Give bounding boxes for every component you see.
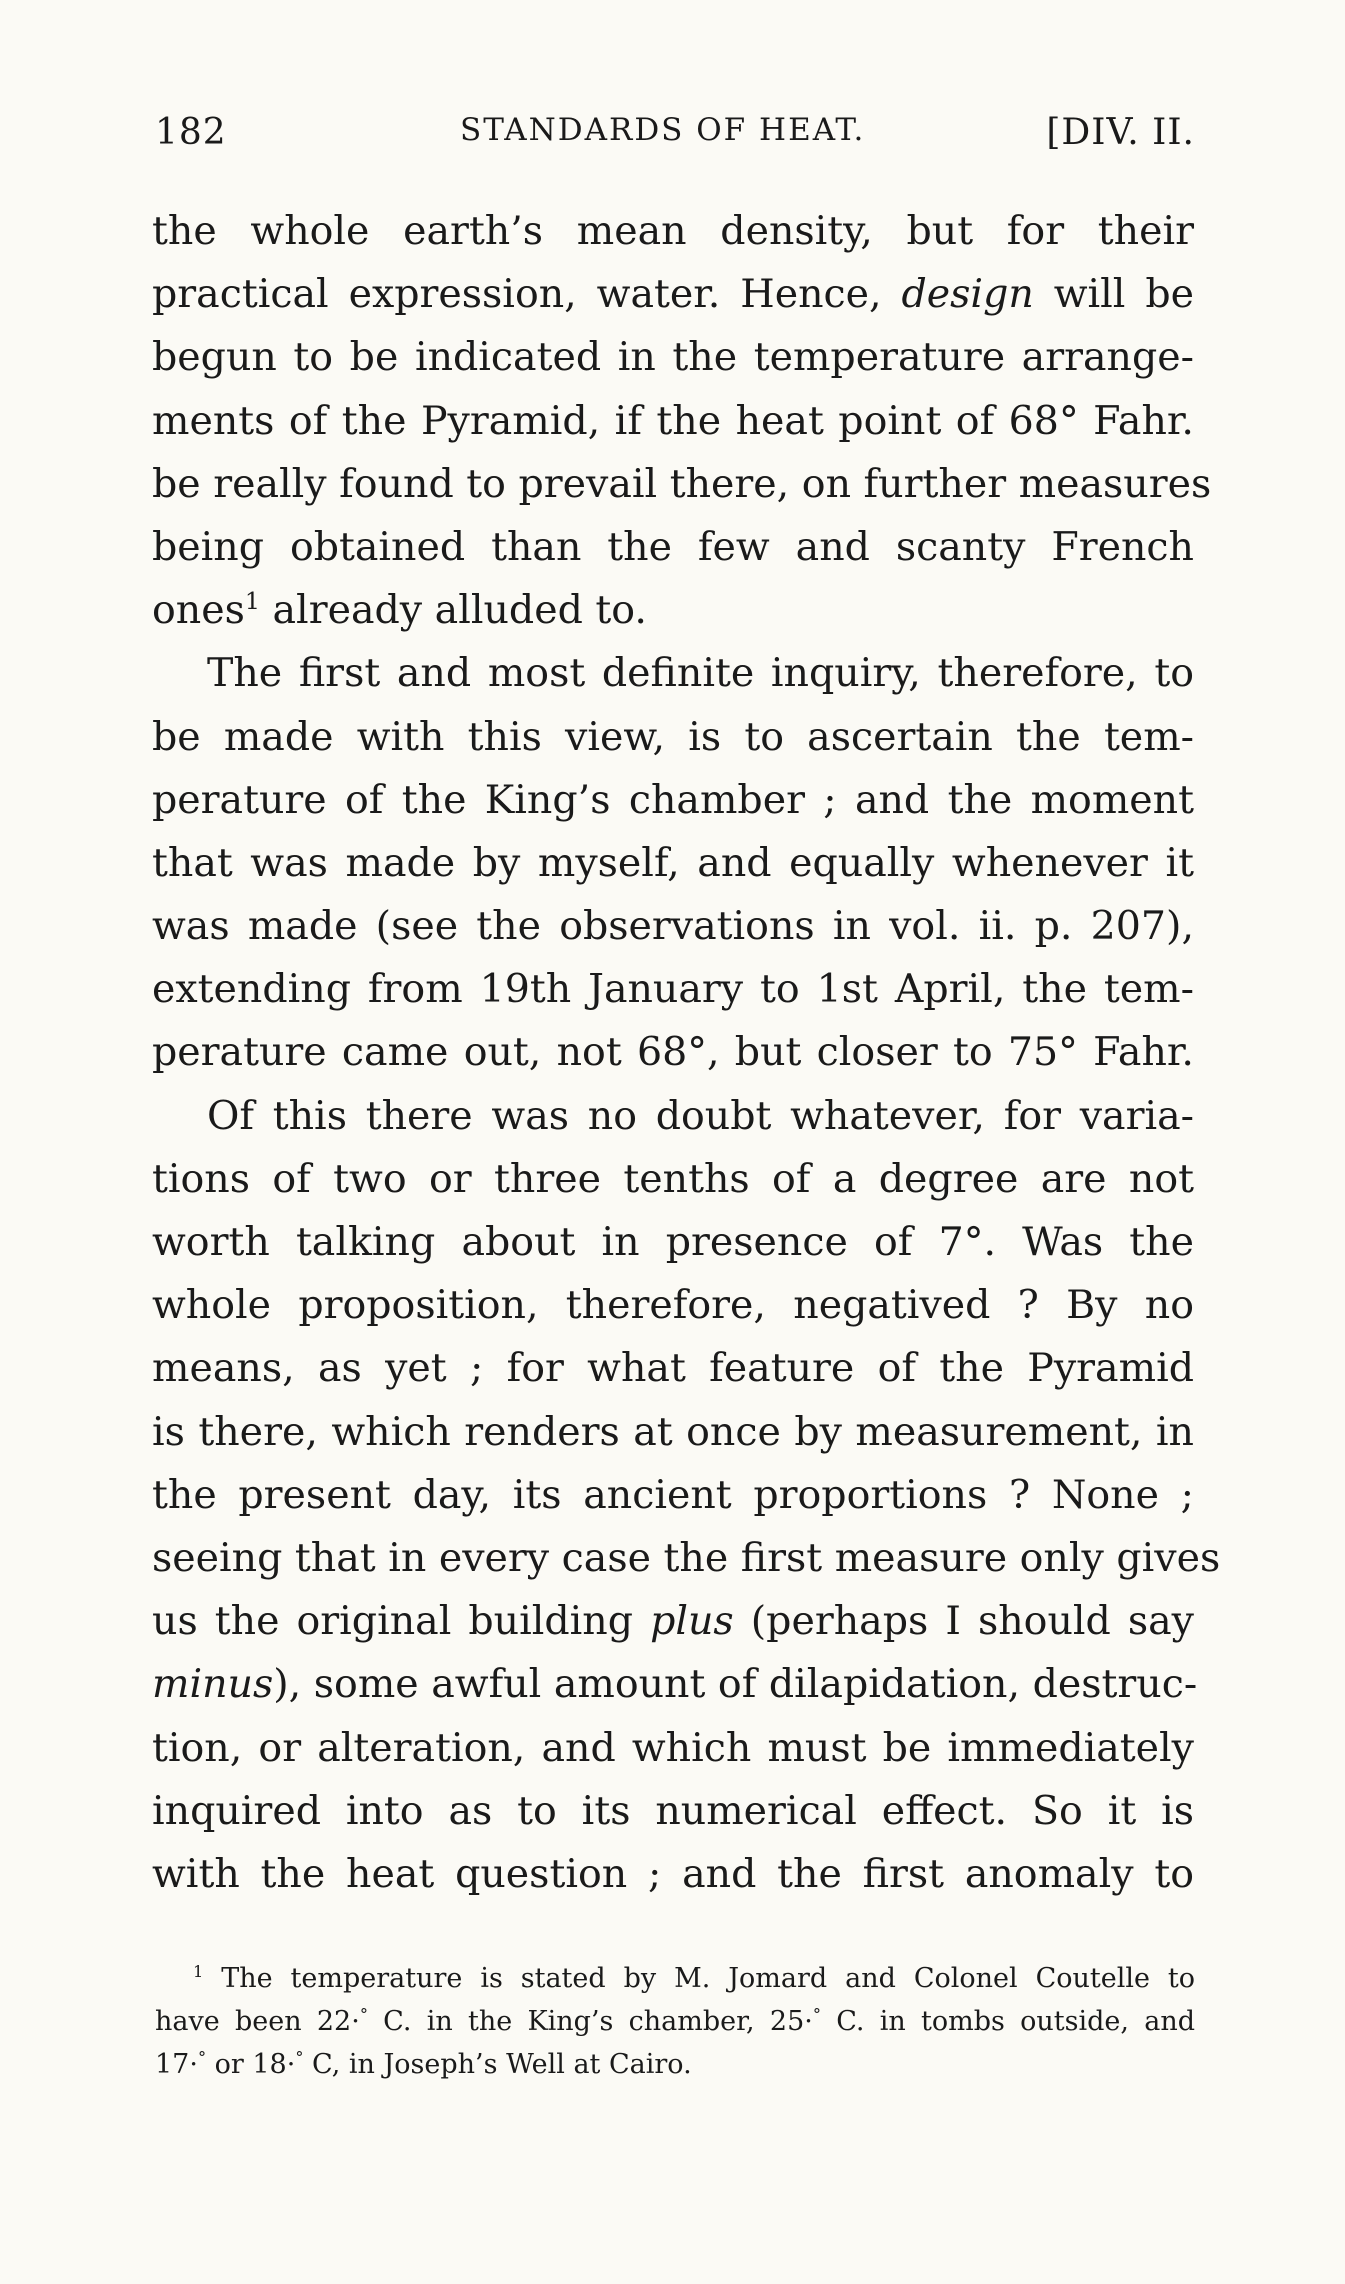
footnote-line: 17·° or 18·° C, in Joseph’s Well at Cairo. — [155, 2048, 692, 2080]
text-line: that was made by myself, and equally whenever it — [152, 839, 1194, 886]
text-line: Of this there was no doubt whatever, for varia- — [207, 1092, 1194, 1139]
text-line: ones$^1$ already alluded to. — [152, 586, 647, 634]
text-line: seeing that in every case the first measure only gives — [152, 1534, 1221, 1581]
page-header — [155, 112, 1195, 162]
footnote-line: have been 22·° C. in the King’s chamber, 25·° C. in tombs outside, and — [155, 2005, 1195, 2037]
division-label: [DIV. II. — [1046, 112, 1195, 153]
text-line: being obtained than the few and scanty French — [152, 523, 1194, 570]
text-line: The first and most definite inquiry, therefore, to — [207, 650, 1194, 697]
text-line: begun to be indicated in the temperature arrange- — [152, 334, 1194, 381]
text-line: the present day, its ancient proportions ? None ; — [152, 1471, 1194, 1518]
text-line: ments of the Pyramid, if the heat point of 68° Fahr. — [152, 397, 1194, 444]
text-line: whole proposition, therefore, negatived ? By no — [152, 1282, 1194, 1329]
text-line: tion, or alteration, and which must be immediately — [152, 1724, 1194, 1771]
footnote-line: $^1$ The temperature is stated by M. Jomard and Colonel Coutelle to — [193, 1962, 1195, 1994]
text-line: be really found to prevail there, on further measures — [152, 460, 1212, 507]
text-line: worth talking about in presence of 7°. Was the — [152, 1219, 1194, 1265]
text-line: be made with this view, is to ascertain the tem- — [152, 713, 1194, 760]
text-line: perature of the King’s chamber ; and the moment — [152, 776, 1194, 823]
text-line: minus), some awful amount of dilapidation, destruc- — [152, 1661, 1198, 1708]
body-text — [152, 200, 1221, 1906]
text-line: practical expression, water. Hence, design will be — [152, 271, 1195, 318]
text-line: the whole earth’s mean density, but for their — [152, 208, 1194, 254]
page-number: 182 — [155, 112, 227, 153]
text-line: us the original building plus (perhaps I should say — [152, 1598, 1194, 1645]
text-line: means, as yet ; for what feature of the Pyramid — [152, 1345, 1194, 1392]
text-line: extending from 19th January to 1st April, the tem- — [152, 966, 1194, 1013]
text-line: tions of two or three tenths of a degree are not — [152, 1155, 1194, 1202]
text-line: perature came out, not 68°, but closer to 75° Fahr. — [152, 1029, 1194, 1076]
text-line: is there, which renders at once by measurement, in — [152, 1408, 1194, 1455]
footnotes — [155, 1957, 1195, 2086]
text-line: with the heat question ; and the first anomaly to — [152, 1850, 1194, 1897]
text-line: was made (see the observations in vol. ii. p. 207), — [152, 903, 1194, 950]
text-line: inquired into as to its numerical effect. So it is — [152, 1787, 1194, 1834]
running-title: STANDARDS OF HEAT. — [460, 112, 866, 148]
